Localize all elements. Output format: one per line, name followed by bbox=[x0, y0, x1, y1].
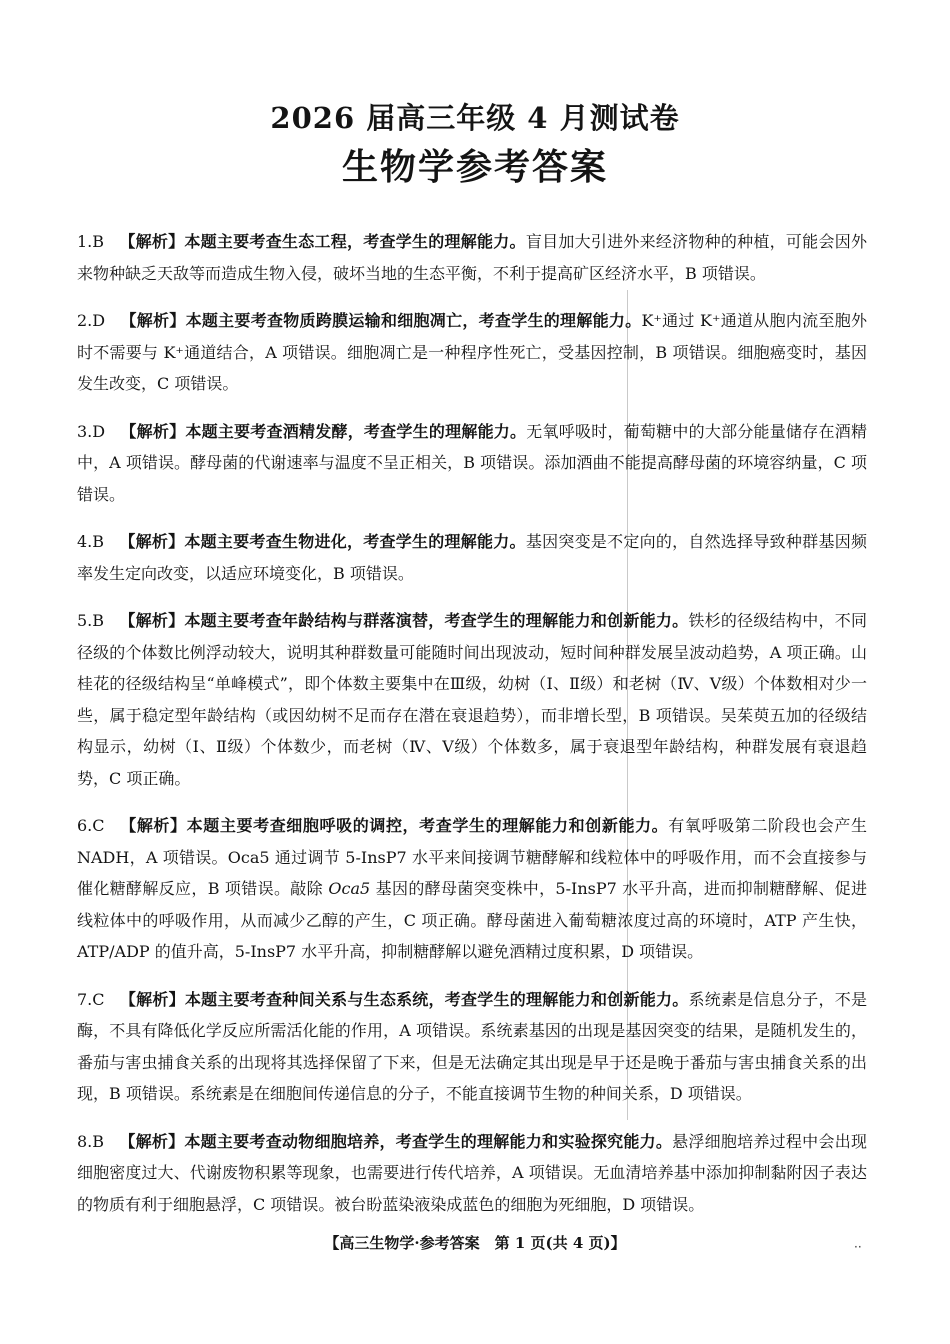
item-body: 系统素是信息分子，不是酶，不具有降低化学反应所需活化能的作用，A 项错误。系统素基因的出现是基因突变的结果，是随机发生的，番茄与害虫捕食关系的出现将其选择保留了下来，但是无法确定其出现是早于还是晚于番茄与害虫捕食关系的出现，B 项错误。系统素是在细胞间传递信息的分子，不能直接调节生物的种间关系，D 项错误。 bbox=[77, 989, 867, 1103]
item-body: 盲目加大引进外来经济物种的种植，可能会因外来物种缺乏天敌等而造成生物入侵，破坏当地的生态平衡，不利于提高矿区经济水平，B 项错误。 bbox=[77, 232, 867, 283]
answer-item-5 bbox=[77, 605, 867, 794]
answer-item-1 bbox=[77, 226, 867, 289]
item-lead: 本题主要考查年龄结构与群落演替，考查学生的理解能力和创新能力。 bbox=[184, 611, 689, 630]
item-number-answer: 8.B bbox=[77, 1131, 105, 1151]
item-tag: 【解析】 bbox=[119, 989, 185, 1009]
item-tag: 【解析】 bbox=[120, 311, 186, 330]
item-tag: 【解析】 bbox=[119, 611, 185, 630]
answer-item-4 bbox=[77, 526, 867, 589]
item-tag: 【解析】 bbox=[119, 532, 185, 551]
corner-mark: ·· bbox=[854, 1240, 862, 1254]
answer-item-3 bbox=[77, 416, 867, 511]
item-body: 铁杉的径级结构中，不同径级的个体数比例浮动较大，说明其种群数量可能随时间出现波动，短时间种群发展呈波动趋势，A 项正确。山桂花的径级结构呈“单峰模式”，即个体数主要集中在Ⅲ级，幼树（Ⅰ、Ⅱ级）和老树（Ⅳ、Ⅴ级）个体数相对少一些，属于稳定型年龄结构（或因幼树不足而存在潜在衰退趋势），而非增长型，B 项错误。吴茱萸五加的径级结构显示，幼树（Ⅰ、Ⅱ级）个体数少，而老树（Ⅳ、Ⅴ级）个体数多，属于衰退型年龄结构，种群发展有衰退趋势，C 项正确。 bbox=[77, 611, 867, 788]
answer-item-2 bbox=[77, 305, 867, 400]
gene-name-italic: Oca5 bbox=[328, 879, 371, 898]
item-tag: 【解析】 bbox=[120, 816, 187, 835]
answer-item-6 bbox=[77, 810, 867, 968]
item-lead: 本题主要考查生态工程，考查学生的理解能力。 bbox=[184, 232, 526, 251]
item-body: 基因突变是不定向的，自然选择导致种群基因频率发生定向改变，以适应环境变化，B 项错误。 bbox=[77, 532, 867, 583]
item-lead: 本题主要考查种间关系与生态系统，考查学生的理解能力和创新能力。 bbox=[184, 989, 689, 1009]
item-number-answer: 1.B bbox=[77, 232, 105, 251]
item-number-answer: 2.D bbox=[77, 311, 106, 330]
item-body-cont: 基因的酵母菌突变株中，5-InsP7 水平升高，进而抑制糖酵解、促进线粒体中的呼吸作用，从而减少乙醇的产生，C 项正确。酵母菌进入葡萄糖浓度过高的环境时，ATP 产生快，ATP/ADP 的值升高，5-InsP7 水平升高，抑制糖酵解以避免酒精过度积累，D 项错误。 bbox=[77, 879, 868, 961]
answer-title: 生物学参考答案 bbox=[341, 146, 608, 188]
item-number-answer: 3.D bbox=[77, 421, 106, 441]
answer-item-8 bbox=[77, 1126, 867, 1221]
item-number-answer: 5.B bbox=[77, 611, 105, 630]
item-body: K⁺通过 K⁺通道从胞内流至胞外时不需要与 K⁺通道结合，A 项错误。细胞凋亡是一种程序性死亡，受基因控制，B 项错误。细胞癌变时，基因发生改变，C 项错误。 bbox=[77, 311, 867, 393]
page-footer: 【高三生物学·参考答案 第 1 页(共 4 页)】 bbox=[324, 1234, 626, 1252]
item-lead: 本题主要考查酒精发酵，考查学生的理解能力。 bbox=[185, 421, 527, 441]
answer-item-7 bbox=[77, 984, 867, 1110]
item-lead: 本题主要考查细胞呼吸的调控，考查学生的理解能力和创新能力。 bbox=[186, 816, 669, 835]
item-tag: 【解析】 bbox=[119, 232, 185, 251]
item-lead: 本题主要考查生物进化，考查学生的理解能力。 bbox=[184, 532, 526, 551]
item-lead: 本题主要考查物质跨膜运输和细胞凋亡，考查学生的理解能力。 bbox=[185, 311, 642, 330]
item-lead: 本题主要考查动物细胞培养，考查学生的理解能力和实验探究能力。 bbox=[184, 1131, 673, 1151]
exam-title: 2026 届高三年级 4 月测试卷 bbox=[270, 101, 680, 135]
answer-list bbox=[77, 226, 867, 1223]
item-body: 悬浮细胞培养过程中会出现细胞密度过大、代谢废物积累等现象，也需要进行传代培养，A 项错误。无血清培养基中添加抑制黏附因子表达的物质有利于细胞悬浮，C 项错误。被台盼蓝染液染成蓝色的细胞为死细胞，D 项错误。 bbox=[77, 1131, 867, 1214]
item-tag: 【解析】 bbox=[119, 1131, 185, 1151]
item-number-answer: 7.C bbox=[77, 989, 105, 1009]
item-body: 无氧呼吸时，葡萄糖中的大部分能量储存在酒精中，A 项错误。酵母菌的代谢速率与温度不呈正相关，B 项错误。添加酒曲不能提高酵母菌的环境容纳量，C 项错误。 bbox=[77, 421, 867, 504]
item-tag: 【解析】 bbox=[120, 421, 186, 441]
item-body: 有氧呼吸第二阶段也会产生 NADH，A 项错误。Oca5 通过调节 5-InsP7 水平来间接调节糖酵解和线粒体中的呼吸作用，而不会直接参与催化糖酵解反应，B 项错误。敲除 bbox=[77, 816, 867, 898]
item-number-answer: 4.B bbox=[77, 532, 105, 551]
item-number-answer: 6.C bbox=[77, 816, 105, 835]
